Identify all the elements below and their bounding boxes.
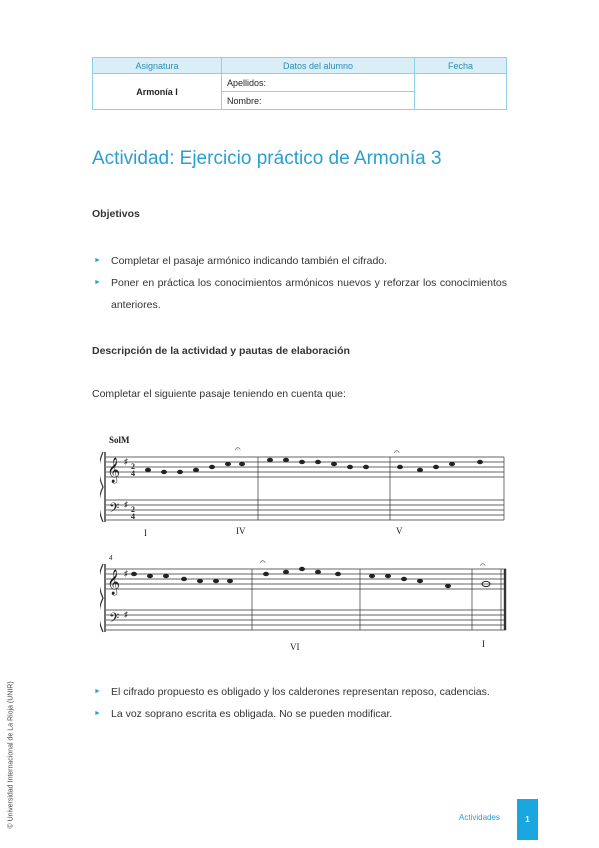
degree-label: VI (290, 642, 300, 652)
degree-label: V (396, 526, 403, 536)
list-item: ► El cifrado propuesto es obligado y los calderones representan reposo, cadencias. (92, 681, 507, 703)
svg-text:𝄐: 𝄐 (394, 447, 400, 458)
page-number: 1 (517, 799, 538, 840)
treble-clef-icon: 𝄞 (107, 569, 121, 594)
surname-label: Apellidos: (222, 74, 415, 92)
subject-value: Armonía I (93, 74, 222, 110)
list-item: ► La voz soprano escrita es obligada. No se pueden modificar. (92, 703, 507, 725)
key-label: SolM (109, 435, 130, 445)
svg-text:♯: ♯ (124, 500, 128, 509)
header-table (92, 57, 507, 110)
bass-clef-icon: 𝄢 (109, 612, 120, 629)
header-student-col: Datos del alumno (222, 58, 415, 74)
page-title: Actividad: Ejercicio práctico de Armonía 3 (92, 148, 442, 169)
svg-text:2: 2 (131, 505, 135, 514)
music-score (100, 430, 510, 655)
svg-text:♯: ♯ (124, 610, 128, 619)
bass-clef-icon: 𝄢 (109, 502, 120, 519)
svg-text:♯: ♯ (124, 457, 128, 466)
degree-label: I (144, 528, 147, 538)
svg-text:𝄐: 𝄐 (260, 557, 266, 568)
degree-label: I (482, 639, 485, 649)
svg-text:4: 4 (131, 469, 135, 478)
measure-number: 4 (109, 554, 113, 562)
notes-row-1 (145, 444, 483, 474)
list-item: ► Completar el pasaje armónico indicando también el cifrado. (92, 250, 507, 272)
date-field[interactable] (415, 74, 507, 110)
system-2 (100, 564, 506, 632)
degree-label: IV (236, 526, 246, 536)
svg-text:♯: ♯ (124, 569, 128, 578)
objectives-list (92, 250, 507, 316)
description-intro: Completar el siguiente pasaje teniendo en cuenta que: (92, 388, 346, 400)
header-date-col: Fecha (415, 58, 507, 74)
bullet-icon: ► (94, 710, 101, 717)
name-label: Nombre: (222, 92, 415, 110)
bullet-icon: ► (94, 257, 101, 264)
treble-clef-icon: 𝄞 (107, 457, 121, 482)
objectives-heading: Objetivos (92, 208, 140, 220)
svg-text:𝄐: 𝄐 (235, 444, 241, 455)
description-heading: Descripción de la actividad y pautas de elaboración (92, 345, 350, 357)
bullet-icon: ► (94, 279, 101, 286)
list-item: ► Poner en práctica los conocimientos armónicos nuevos y reforzar los conocimientos anteriores. (92, 272, 507, 316)
copyright-text: © Universidad Internacional de La Rioja (UNIR) (7, 681, 15, 829)
svg-text:4: 4 (131, 512, 135, 521)
notes-list (92, 681, 507, 725)
notes-row-2 (131, 557, 490, 588)
svg-text:2: 2 (131, 462, 135, 471)
header-subject-col: Asignatura (93, 58, 222, 74)
bullet-icon: ► (94, 688, 101, 695)
svg-text:𝄐: 𝄐 (480, 560, 486, 571)
footer-section-label: Actividades (459, 813, 500, 822)
